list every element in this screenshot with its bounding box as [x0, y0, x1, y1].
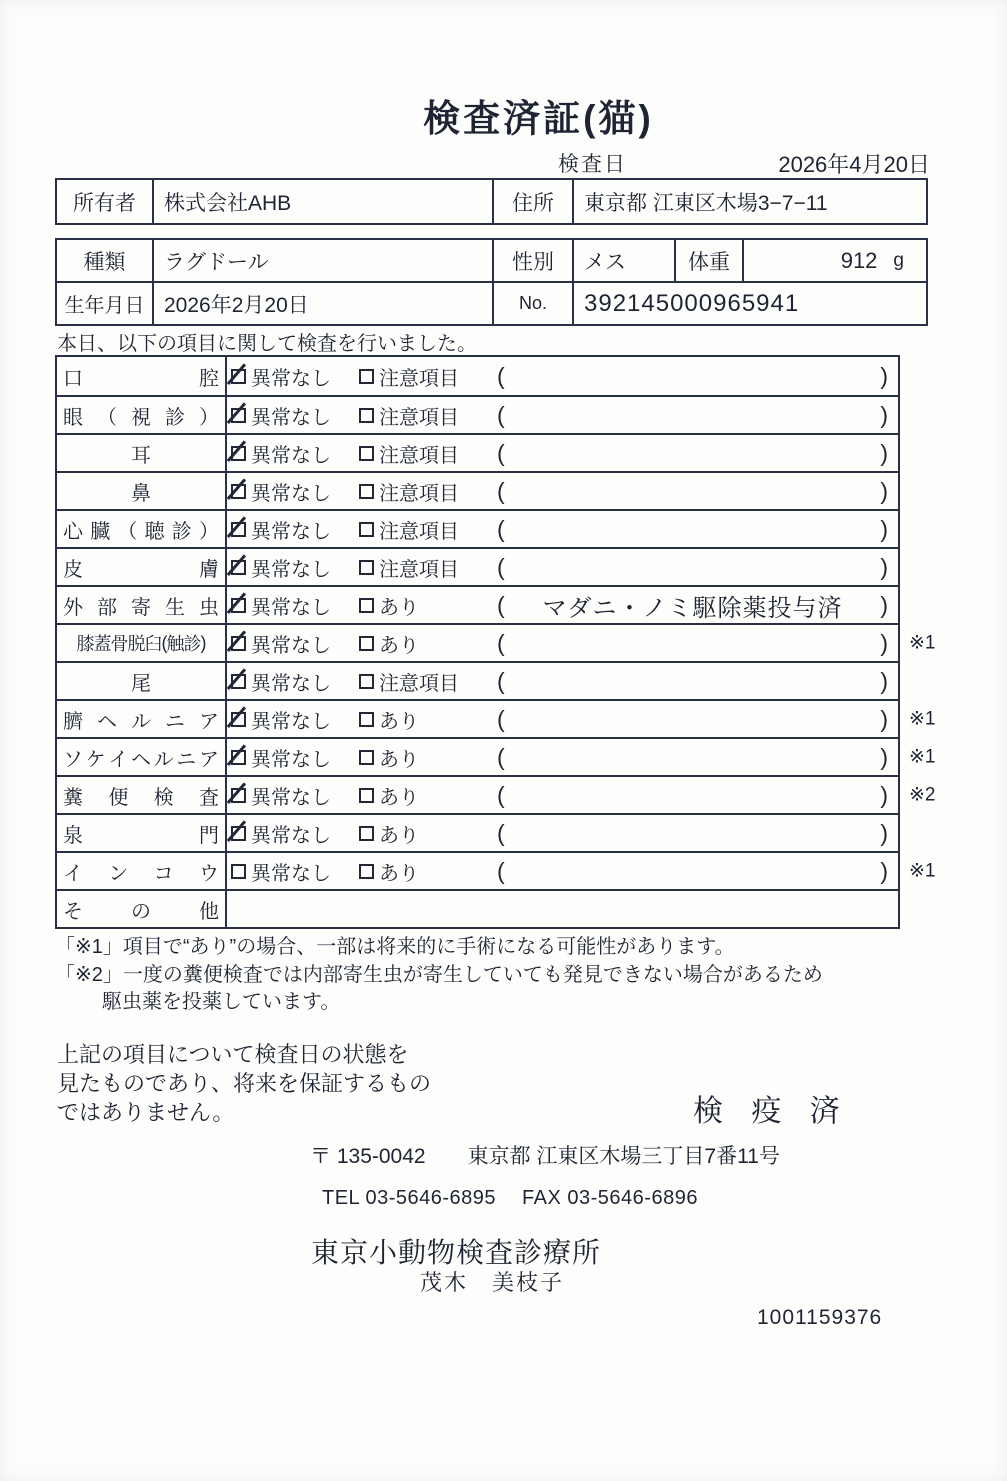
checkbox-normal[interactable]: [231, 408, 246, 423]
checkbox-alt[interactable]: [359, 408, 374, 423]
veterinarian-name: 茂木 美枝子: [420, 1270, 565, 1295]
paren-open: (: [497, 667, 505, 694]
normal-option: [231, 515, 359, 544]
normal-option: [231, 819, 359, 848]
exam-item-label: 尾: [57, 663, 227, 699]
normal-option: [231, 667, 359, 696]
paren-close: ): [880, 857, 888, 884]
note-parentheses: [493, 516, 898, 543]
exam-row: [57, 395, 898, 433]
alt-option-label: 注意項目: [379, 520, 459, 543]
checkbox-normal[interactable]: [231, 788, 246, 803]
inspection-date-value: 2026年4月20日: [778, 152, 930, 177]
paren-open: (: [497, 401, 505, 428]
alt-option-label: あり: [379, 710, 419, 733]
page-title: 検査済証(猫): [423, 98, 654, 139]
normal-option: [231, 401, 359, 430]
exam-row-body: [227, 357, 898, 395]
owner-table: [55, 178, 928, 225]
footnote-2-continued: 駆虫薬を投薬しています。: [102, 991, 341, 1013]
paren-close: ): [880, 401, 888, 428]
checkbox-normal[interactable]: [231, 598, 246, 613]
paren-open: (: [497, 629, 505, 656]
checkbox-alt[interactable]: [359, 560, 374, 575]
checkbox-alt[interactable]: [359, 446, 374, 461]
alt-option-label: 注意項目: [379, 444, 459, 467]
normal-option: [231, 743, 359, 772]
normal-option-label: 異常なし: [251, 862, 331, 885]
exam-row: [57, 813, 898, 851]
checkbox-normal[interactable]: [231, 369, 246, 384]
note-parentheses: [493, 706, 898, 733]
exam-row-body: [227, 549, 898, 585]
paren-close: ): [880, 781, 888, 808]
alt-option: [359, 819, 493, 848]
exam-row: [57, 623, 936, 661]
paren-close: ): [880, 629, 888, 656]
exam-item-label: 心 臓 （ 聴 診 ）: [57, 511, 227, 547]
footnotes: [55, 934, 823, 1017]
checkbox-alt[interactable]: [359, 788, 374, 803]
exam-row-body: [227, 473, 898, 509]
alt-option: [359, 629, 493, 658]
exam-row-body: [227, 397, 898, 433]
normal-option-label: 異常なし: [251, 406, 331, 429]
paren-open: (: [497, 819, 505, 846]
normal-option: [231, 705, 359, 734]
normal-option-label: 異常なし: [251, 748, 331, 771]
normal-option-label: 異常なし: [251, 520, 331, 543]
exam-item-label: 臍 ヘ ル ニ ア: [57, 701, 227, 737]
note-parentheses: [493, 554, 898, 581]
paren-open: (: [497, 362, 505, 389]
inspection-date-label: 検査日: [558, 153, 627, 176]
exam-row: [57, 699, 936, 737]
exam-row-body: [227, 587, 898, 623]
alt-option: [359, 515, 493, 544]
note-parentheses: [493, 782, 898, 809]
checkbox-normal[interactable]: [231, 484, 246, 499]
paren-open: (: [497, 857, 505, 884]
exam-row-body: [227, 853, 898, 889]
weight-label: 体重: [674, 240, 742, 281]
exam-row: [57, 357, 898, 395]
owner-address: 東京都 江東区木場3−7−11: [572, 180, 926, 223]
exam-item-label: 外 部 寄 生 虫: [57, 587, 227, 623]
normal-option-label: 異常なし: [251, 444, 331, 467]
exam-row-body: [227, 739, 898, 775]
paren-close: ): [880, 553, 888, 580]
alt-option: [359, 362, 493, 391]
alt-option-label: あり: [379, 786, 419, 809]
checkbox-alt[interactable]: [359, 750, 374, 765]
normal-option-label: 異常なし: [251, 710, 331, 733]
species-label: 種類: [83, 250, 126, 274]
exam-item-label: 鼻: [57, 473, 227, 509]
exam-item-label: ソ ケ イ ヘ ル ニ ア: [57, 739, 227, 775]
clinic-tel-row: [322, 1187, 698, 1210]
alt-option-label: あり: [379, 748, 419, 771]
normal-option-label: 異常なし: [251, 596, 331, 619]
exam-item-label: イ ン コ ウ: [57, 853, 227, 889]
clinic-address: 東京都 江東区木場三丁目7番11号: [467, 1145, 780, 1168]
note-parentheses: [493, 440, 898, 467]
checkbox-alt[interactable]: [359, 864, 374, 879]
alt-option: [359, 781, 493, 810]
paren-close: ): [880, 477, 888, 504]
checkbox-normal[interactable]: [231, 750, 246, 765]
exam-row: [57, 433, 898, 471]
paren-open: (: [497, 743, 505, 770]
checkbox-alt[interactable]: [359, 712, 374, 727]
normal-option: [231, 591, 359, 620]
checkbox-normal[interactable]: [231, 636, 246, 651]
alt-option-label: 注意項目: [379, 406, 459, 429]
normal-option: [231, 362, 359, 391]
checkbox-normal[interactable]: [231, 674, 246, 689]
postal-code: 〒 135-0042: [310, 1145, 426, 1168]
exam-row-body: [227, 663, 898, 699]
no-value: 392145000965941: [572, 283, 926, 324]
species-value: ラグドール: [152, 240, 492, 281]
paren-open: (: [497, 515, 505, 542]
paren-close: ): [880, 439, 888, 466]
checkbox-normal[interactable]: [231, 446, 246, 461]
note-parentheses: [493, 858, 898, 885]
normal-option-label: 異常なし: [251, 672, 331, 695]
checkbox-normal[interactable]: [231, 560, 246, 575]
alt-option-label: あり: [379, 824, 419, 847]
normal-option: [231, 439, 359, 468]
alt-option: [359, 743, 493, 772]
disclaimer-line-1: 上記の項目について検査日の状態を: [57, 1042, 409, 1067]
footnote-mark: ※2: [909, 784, 936, 806]
animal-row-2: [57, 281, 926, 324]
paren-open: (: [497, 591, 505, 618]
alt-option-label: 注意項目: [379, 482, 459, 505]
note-parentheses: [493, 363, 898, 390]
paren-close: ): [880, 743, 888, 770]
checkbox-alt[interactable]: [359, 598, 374, 613]
checkbox-normal[interactable]: [231, 826, 246, 841]
disclaimer-line-3: ではありません。: [57, 1100, 235, 1125]
checkbox-alt[interactable]: [359, 674, 374, 689]
paren-open: (: [497, 553, 505, 580]
alt-option-label: あり: [379, 634, 419, 657]
no-label: No.: [492, 283, 572, 324]
exam-row: [57, 775, 936, 813]
checkbox-normal[interactable]: [231, 864, 246, 879]
alt-option-label: あり: [379, 862, 419, 885]
normal-option: [231, 553, 359, 582]
inspection-date-row: [0, 148, 930, 177]
note-parentheses: [493, 402, 898, 429]
alt-option: [359, 401, 493, 430]
owner-name: 株式会社AHB: [152, 180, 492, 223]
quarantine-stamp: 検 疫 済: [693, 1095, 850, 1128]
exam-table: [55, 355, 936, 929]
exam-item-label: 口 腔: [57, 357, 227, 395]
exam-row-body: [227, 625, 898, 661]
birth-value: 2026年2月20日: [152, 283, 492, 324]
footnote-mark: ※1: [909, 632, 936, 654]
checkbox-alt[interactable]: [359, 369, 374, 384]
footnote-2: 「※2」一度の糞便検査では内部寄生虫が寄生していても発見できない場合があるため: [55, 963, 823, 986]
note-parentheses: [493, 588, 898, 623]
alt-option-label: あり: [379, 596, 419, 619]
checkbox-normal[interactable]: [231, 522, 246, 537]
note-parentheses: [493, 478, 898, 505]
exam-item-label: 泉 門: [57, 815, 227, 851]
normal-option: [231, 477, 359, 506]
normal-option-label: 異常なし: [251, 367, 331, 390]
exam-row: [57, 585, 898, 623]
alt-option-label: 注意項目: [379, 558, 459, 581]
owner-label: 所有者: [73, 191, 136, 215]
paren-open: (: [497, 781, 505, 808]
exam-row-body: [227, 815, 898, 851]
owner-row: [57, 180, 926, 223]
alt-option: [359, 439, 493, 468]
exam-row: [57, 509, 898, 547]
address-label: 住所: [492, 180, 572, 223]
checkbox-alt[interactable]: [359, 522, 374, 537]
exam-intro-text: 本日、以下の項目に関して検査を行いました。: [57, 333, 477, 355]
alt-option-label: 注意項目: [379, 672, 459, 695]
exam-note: マダニ・ノミ駆除薬投与済: [542, 594, 843, 622]
normal-option: [231, 629, 359, 658]
certificate-serial-number: 1001159376: [757, 1306, 883, 1329]
normal-option: [231, 857, 359, 886]
tel-number: TEL 03-5646-6895: [322, 1187, 497, 1209]
exam-item-label: 膝 蓋 骨 脱 臼 ( 触 診 ): [57, 625, 227, 661]
normal-option-label: 異常なし: [251, 482, 331, 505]
checkbox-alt[interactable]: [359, 826, 374, 841]
weight-value: 912: [840, 247, 878, 273]
paren-close: ): [880, 705, 888, 732]
alt-option-label: 注意項目: [379, 367, 459, 390]
sex-label: 性別: [492, 240, 572, 281]
exam-row: [57, 547, 898, 585]
alt-option: [359, 553, 493, 582]
sex-value: メス: [572, 240, 674, 281]
weight-cell: [742, 240, 926, 281]
note-parentheses: [493, 820, 898, 847]
checkbox-alt[interactable]: [359, 636, 374, 651]
exam-item-label: 糞 便 検 査: [57, 777, 227, 813]
disclaimer-line-2: 見たものであり、将来を保証するもの: [57, 1071, 432, 1096]
clinic-postal-row: [310, 1140, 780, 1170]
paren-close: ): [880, 362, 888, 389]
paren-open: (: [497, 705, 505, 732]
exam-row-body: [227, 777, 898, 813]
normal-option-label: 異常なし: [251, 634, 331, 657]
exam-row-body: [227, 891, 898, 927]
animal-table: [55, 238, 928, 326]
paren-close: ): [880, 819, 888, 846]
normal-option-label: 異常なし: [251, 824, 331, 847]
weight-unit: g: [893, 249, 904, 271]
exam-item-label: 眼 （ 視 診 ）: [57, 397, 227, 433]
exam-row-body: [227, 435, 898, 471]
alt-option: [359, 857, 493, 886]
footnote-mark: ※1: [909, 860, 936, 882]
exam-row: [57, 661, 898, 699]
exam-row-body: [227, 511, 898, 547]
note-parentheses: [493, 668, 898, 695]
note-parentheses: [493, 630, 898, 657]
paren-open: (: [497, 439, 505, 466]
footnote-mark: ※1: [909, 746, 936, 768]
footnote-1: 「※1」項目で“あり”の場合、一部は将来的に手術になる可能性があります。: [55, 936, 735, 958]
note-parentheses: [493, 744, 898, 771]
clinic-name: 東京小動物検査診療所: [311, 1237, 602, 1268]
exam-row-body: [227, 701, 898, 737]
disclaimer-text: [57, 1040, 431, 1127]
exam-row: [57, 889, 898, 927]
exam-item-label: 耳: [57, 435, 227, 471]
footnote-mark: ※1: [909, 708, 936, 730]
alt-option: [359, 705, 493, 734]
alt-option: [359, 591, 493, 620]
normal-option-label: 異常なし: [251, 786, 331, 809]
exam-item-label: そ の 他: [57, 891, 227, 927]
exam-row: [57, 851, 936, 889]
alt-option: [359, 477, 493, 506]
fax-number: FAX 03-5646-6896: [522, 1187, 698, 1209]
normal-option: [231, 781, 359, 810]
animal-row-1: [57, 240, 926, 281]
birth-label: 生年月日: [64, 295, 145, 317]
alt-option: [359, 667, 493, 696]
checkbox-alt[interactable]: [359, 484, 374, 499]
exam-item-label: 皮 膚: [57, 549, 227, 585]
paren-open: (: [497, 477, 505, 504]
paren-close: ): [880, 591, 888, 618]
normal-option-label: 異常なし: [251, 558, 331, 581]
exam-row: [57, 471, 898, 509]
checkbox-normal[interactable]: [231, 712, 246, 727]
paren-close: ): [880, 515, 888, 542]
exam-row: [57, 737, 936, 775]
paren-close: ): [880, 667, 888, 694]
